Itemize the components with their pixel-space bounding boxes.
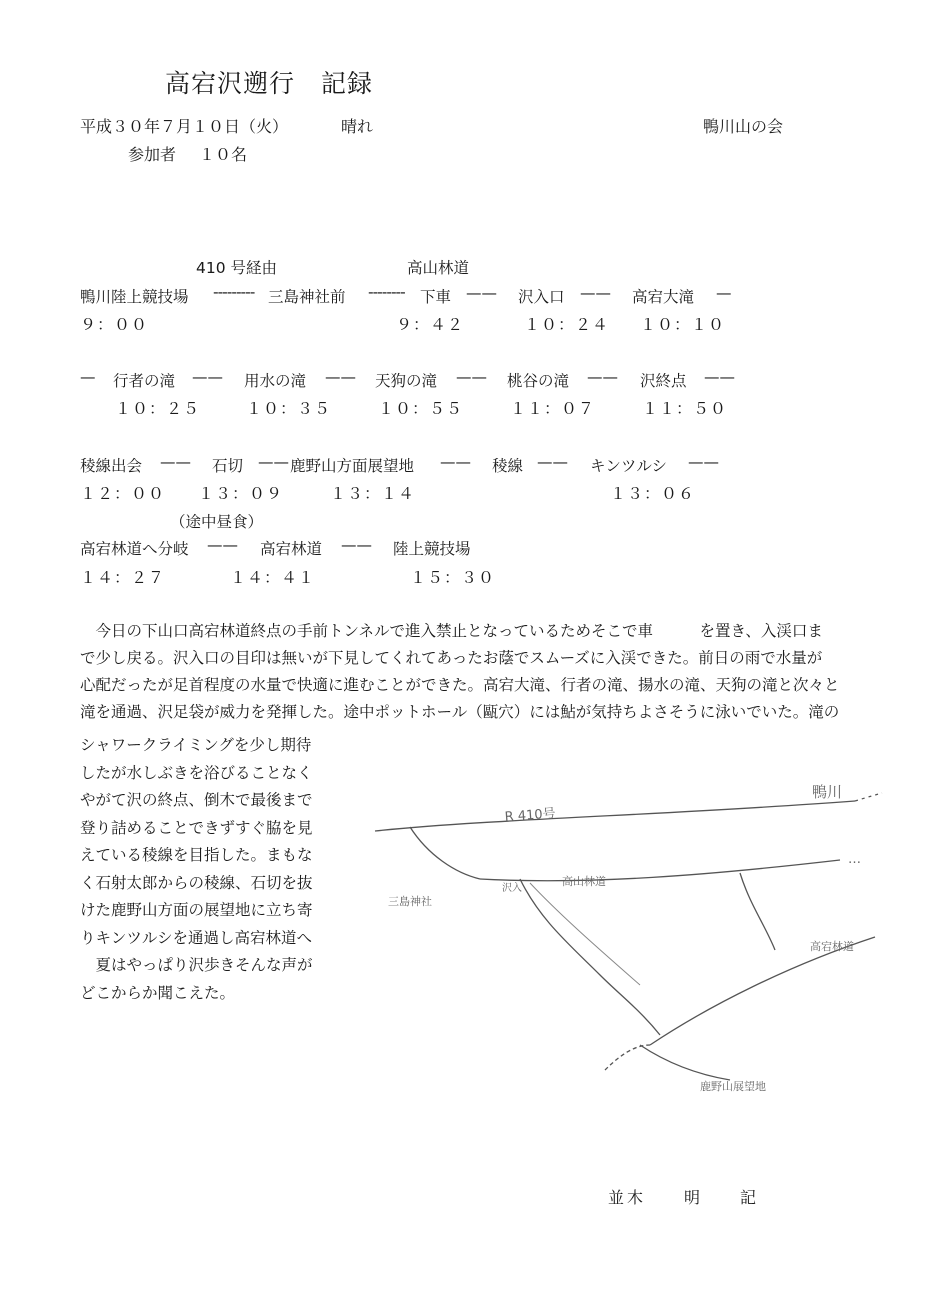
sketch-label-mishima: 三島神社 bbox=[388, 895, 432, 908]
time: ９：４２ bbox=[396, 315, 465, 334]
sketch-label-takago-rindo: 高宕林道 bbox=[810, 940, 854, 953]
sketch-label-dots: … bbox=[848, 852, 861, 867]
dash-connector: —— bbox=[440, 453, 471, 471]
stop-momotani-falls: 桃谷の滝 bbox=[507, 372, 570, 390]
sketch-label-r410: R 410号 bbox=[504, 806, 557, 825]
narrative-line: 心配だったが足首程度の水量で快適に進むことができた。高宕大滝、行者の滝、揚水の滝、天狗の滝と次々と bbox=[80, 676, 840, 694]
time: １０：２５ bbox=[115, 399, 201, 418]
time: １３：１４ bbox=[330, 484, 416, 503]
time: １３：０９ bbox=[198, 484, 284, 503]
route-sketch bbox=[370, 745, 890, 1095]
dotted-connector: -------- bbox=[368, 283, 405, 301]
dash-connector: —— bbox=[537, 453, 568, 471]
narrative-wide bbox=[80, 618, 840, 726]
stop-ridge-meet: 稜線出会 bbox=[80, 457, 143, 475]
document-title: 高宕沢遡行 記録 bbox=[165, 69, 374, 98]
narrative-narrow bbox=[80, 732, 313, 1007]
narrative-line: けた鹿野山方面の展望地に立ち寄 bbox=[80, 901, 313, 919]
stop-mishima-shrine: 三島神社前 bbox=[268, 288, 346, 306]
narrative-line: りキンツルシを通過し高宕林道へ bbox=[80, 928, 312, 947]
dash-connector: — bbox=[716, 284, 732, 302]
dash-connector: —— bbox=[688, 453, 719, 471]
dash-connector: —— bbox=[456, 368, 487, 386]
sketch-road-branch bbox=[410, 827, 480, 879]
stop-yosui-falls: 用水の滝 bbox=[244, 372, 307, 390]
dash-connector: —— bbox=[341, 536, 372, 554]
route-annotation-410: 410 号経由 bbox=[196, 259, 278, 277]
sketch-road-ridge bbox=[740, 873, 775, 950]
dash-connector: —— bbox=[207, 536, 238, 554]
dash-connector: — bbox=[80, 368, 96, 386]
date: 平成３０年７月１０日（火） bbox=[80, 117, 289, 136]
dash-connector: —— bbox=[704, 368, 735, 386]
stop-ridge: 稜線 bbox=[492, 457, 524, 475]
club-name: 鴨川山の会 bbox=[703, 117, 784, 136]
weather: 晴れ bbox=[341, 117, 374, 136]
stop-takago-rindo-branch: 高宕林道へ分岐 bbox=[80, 540, 189, 558]
dash-connector: —— bbox=[160, 453, 191, 471]
narrative-line: く石射太郎からの稜線、石切を抜 bbox=[80, 873, 313, 892]
stop-kamogawa-stadium: 鴨川陸上競技場 bbox=[80, 288, 189, 306]
lunch-note: （途中昼食） bbox=[170, 513, 264, 531]
dash-connector: —— bbox=[580, 284, 611, 302]
time: １０：３５ bbox=[246, 399, 332, 418]
stop-takago-rindo: 高宕林道 bbox=[260, 540, 323, 558]
participants-count: １０名 bbox=[199, 145, 248, 164]
stop-stadium: 陸上競技場 bbox=[393, 540, 471, 558]
time: １０：１０ bbox=[640, 315, 726, 334]
time: １３：０６ bbox=[610, 484, 696, 503]
dash-connector: —— bbox=[466, 284, 497, 302]
dash-connector: —— bbox=[587, 368, 618, 386]
narrative-line: 滝を通過、沢足袋が威力を発揮した。途中ポットホール（甌穴）には鮎が気持ちよさそうに泳いでいた。滝の bbox=[80, 703, 840, 721]
time: １０：２４ bbox=[524, 315, 610, 334]
dotted-connector: --------- bbox=[213, 283, 255, 301]
dash-connector: —— bbox=[192, 368, 223, 386]
narrative-line: やがて沢の終点、倒木で最後まで bbox=[80, 791, 313, 809]
time: １５：３０ bbox=[410, 568, 496, 587]
sketch-stream-2 bbox=[530, 883, 640, 985]
stop-takago-falls: 高宕大滝 bbox=[632, 288, 695, 306]
stop-sawa-entrance: 沢入口 bbox=[518, 288, 565, 306]
stop-ishikiri: 石切 bbox=[212, 457, 244, 475]
stop-kanozan-viewpoint: 鹿野山方面展望地 bbox=[290, 457, 415, 475]
dash-connector: —— bbox=[325, 368, 356, 386]
narrative-line: したが水しぶきを浴びることなく bbox=[80, 763, 313, 782]
time: １１：０７ bbox=[510, 399, 596, 418]
time: １２：００ bbox=[80, 484, 166, 503]
sketch-road-takayama bbox=[480, 860, 840, 881]
stop-get-off: 下車 bbox=[420, 288, 452, 306]
sketch-road-r410-tail bbox=[855, 793, 882, 801]
route-annotation-takayama: 高山林道 bbox=[407, 259, 470, 277]
narrative-line: で少し戻る。沢入口の目印は無いが下見してくれてあったお蔭でスムーズに入渓できた。前日の雨で水量が bbox=[80, 649, 823, 667]
participants-label: 参加者 bbox=[128, 145, 177, 164]
sketch-stream bbox=[520, 879, 660, 1035]
narrative-line: どこからか聞こえた。 bbox=[80, 983, 236, 1002]
author-suffix: 記 bbox=[740, 1188, 757, 1207]
narrative-line: シャワークライミングを少し期待 bbox=[80, 736, 312, 754]
stop-sawa-end: 沢終点 bbox=[640, 372, 687, 390]
time: １１：５０ bbox=[642, 399, 728, 418]
narrative-line: 登り詰めることできずすぐ脇を見 bbox=[80, 818, 313, 837]
narrative-line: 夏はやっぱり沢歩きそんな声が bbox=[80, 956, 313, 974]
sketch-label-sawairi: 沢入 bbox=[502, 883, 522, 894]
narrative-line: 今日の下山口高宕林道終点の手前トンネルで進入禁止となっているためそこで車 を置き、入渓口ま bbox=[80, 622, 823, 640]
time: １４：２７ bbox=[80, 568, 166, 587]
sketch-road-r410 bbox=[375, 801, 855, 831]
dash-connector: —— bbox=[258, 453, 289, 471]
time: １４：４１ bbox=[230, 568, 316, 587]
narrative-line: えている稜線を目指した。まもな bbox=[80, 846, 313, 864]
time: １０：５５ bbox=[378, 399, 464, 418]
sketch-label-kamogawa: 鴨川 bbox=[812, 783, 843, 801]
stop-tengu-falls: 天狗の滝 bbox=[375, 372, 438, 390]
sketch-road-takago bbox=[650, 937, 875, 1045]
stop-gyoja-falls: 行者の滝 bbox=[113, 372, 176, 390]
stop-kintsurushi: キンツルシ bbox=[590, 457, 667, 475]
sketch-road-lower bbox=[605, 1045, 650, 1070]
sketch-label-takayama: 高山林道 bbox=[562, 875, 606, 888]
author-name: 並木 明 bbox=[608, 1188, 704, 1207]
sketch-label-nokogiri: 鹿野山展望地 bbox=[700, 1080, 766, 1093]
time: ９：００ bbox=[80, 315, 149, 334]
sketch-road-lower-2 bbox=[640, 1045, 730, 1080]
